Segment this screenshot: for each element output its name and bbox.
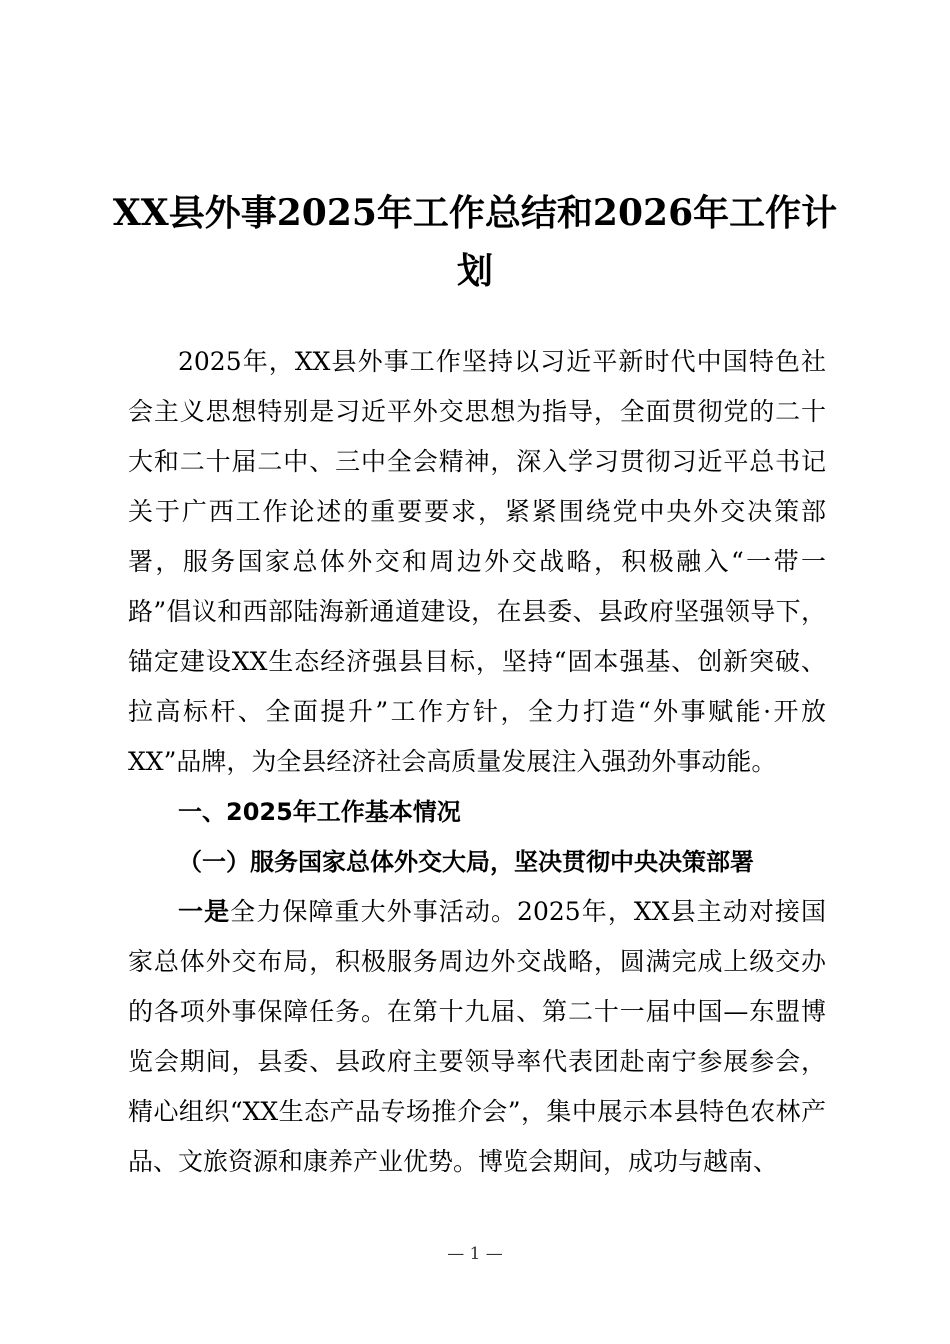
subsection-heading: （一）服务国家总体外交大局，坚决贯彻中央决策部署 [178, 848, 754, 876]
item-lead: 一是 [178, 897, 231, 926]
document-body [128, 337, 826, 1187]
section-heading: 一、2025年工作基本情况 [178, 798, 461, 826]
page-number: — 1 — [447, 1244, 503, 1264]
item-text: 全力保障重大外事活动。2025年，XX县主动对接国家总体外交布局，积极服务周边外交战略，圆满完成上级交办的各项外事保障任务。在第十九届、第二十一届中国—东盟博览会期间，县委、县政府主要领导率代表团赴南宁参展参会，精心组织“XX生态产品专场推介会”，集中展示本县特色农林产品、文旅资源和康养产业优势。博览会期间，成功与越南、 [128, 897, 826, 1176]
intro-paragraph: 2025年，XX县外事工作坚持以习近平新时代中国特色社会主义思想特别是习近平外交思想为指导，全面贯彻党的二十大和二十届二中、三中全会精神，深入学习贯彻习近平总书记关于广西工作论述的重要要求，紧紧围绕党中央外交决策部署，服务国家总体外交和周边外交战略，积极融入“一带一路”倡议和西部陆海新通道建设，在县委、县政府坚强领导下，锚定建设XX生态经济强县目标，坚持“固本强基、创新突破、拉高标杆、全面提升”工作方针，全力打造“外事赋能·开放XX”品牌，为全县经济社会高质量发展注入强劲外事动能。 [128, 347, 826, 776]
item-paragraph [128, 887, 826, 1187]
document-title: XX县外事2025年工作总结和2026年工作计划 [112, 192, 838, 292]
